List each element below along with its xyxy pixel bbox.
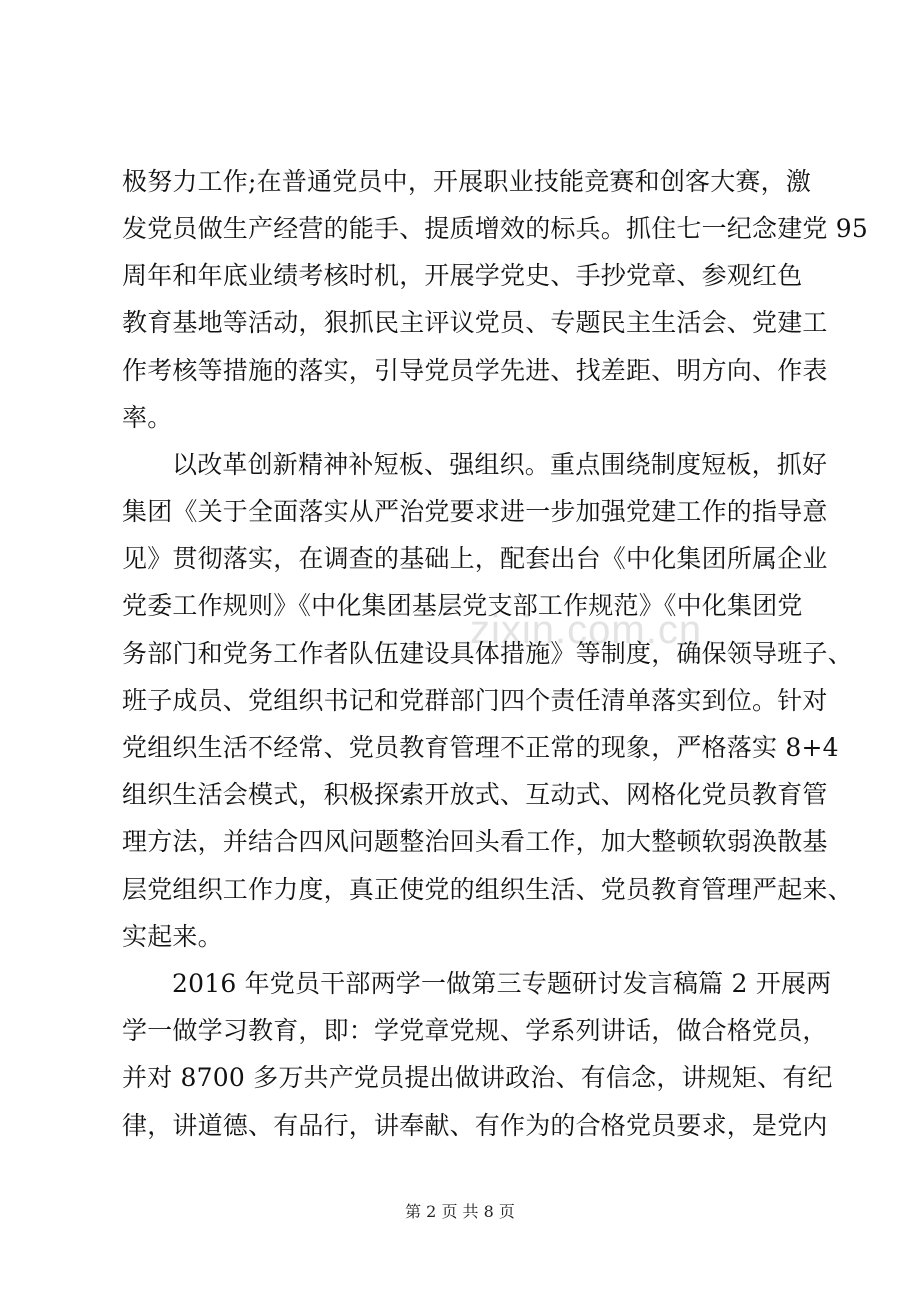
- text-line: 党组织生活不经常、党员教育管理不正常的现象，严格落实 8+4: [122, 733, 839, 762]
- page-footer: 第 2 页 共 8 页: [405, 1202, 515, 1221]
- text-line: 实起来。: [122, 922, 223, 951]
- text-line: 发党员做生产经营的能手、提质增效的标兵。抓住七一纪念建党 95: [122, 214, 868, 243]
- paragraph-first-line: 2016 年党员干部两学一做第三专题研讨发言稿篇 2 开展两: [172, 969, 832, 998]
- text-line: 并对 8700 多万共产党员提出做讲政治、有信念，讲规矩、有纪: [122, 1063, 833, 1092]
- text-line: 教育基地等活动，狠抓民主评议党员、专题民主生活会、党建工: [122, 308, 828, 337]
- text-line: 律，讲道德、有品行，讲奉献、有作为的合格党员要求，是党内: [122, 1111, 828, 1140]
- text-line: 学一做学习教育，即：学党章党规、学系列讲话，做合格党员，: [122, 1016, 828, 1045]
- text-line: 见》贯彻落实，在调查的基础上，配套出台《中化集团所属企业: [122, 544, 828, 573]
- text-line: 班子成员、党组织书记和党群部门四个责任清单落实到位。针对: [122, 686, 828, 715]
- text-line: 周年和年底业绩考核时机，开展学党史、手抄党章、参观红色: [122, 261, 803, 290]
- text-line: 作考核等措施的落实，引导党员学先进、找差距、明方向、作表: [122, 356, 828, 385]
- text-line: 率。: [122, 403, 173, 432]
- text-line: 层党组织工作力度，真正使党的组织生活、党员教育管理严起来、: [122, 875, 853, 904]
- paragraph-first-line: 以改革创新精神补短板、强组织。重点围绕制度短板，抓好: [172, 450, 828, 479]
- text-line: 组织生活会模式，积极探索开放式、互动式、网格化党员教育管: [122, 780, 828, 809]
- text-line: 务部门和党务工作者队伍建设具体措施》等制度，确保领导班子、: [122, 639, 853, 668]
- text-line: 党委工作规则》《中化集团基层党支部工作规范》《中化集团党: [122, 591, 803, 620]
- text-line: 理方法，并结合四风问题整治回头看工作，加大整顿软弱涣散基: [122, 827, 828, 856]
- text-line: 集团《关于全面落实从严治党要求进一步加强党建工作的指导意: [122, 497, 828, 526]
- watermark: zixin.com.cn: [470, 608, 703, 652]
- text-line: 极努力工作;在普通党员中，开展职业技能竞赛和创客大赛，激: [122, 167, 812, 196]
